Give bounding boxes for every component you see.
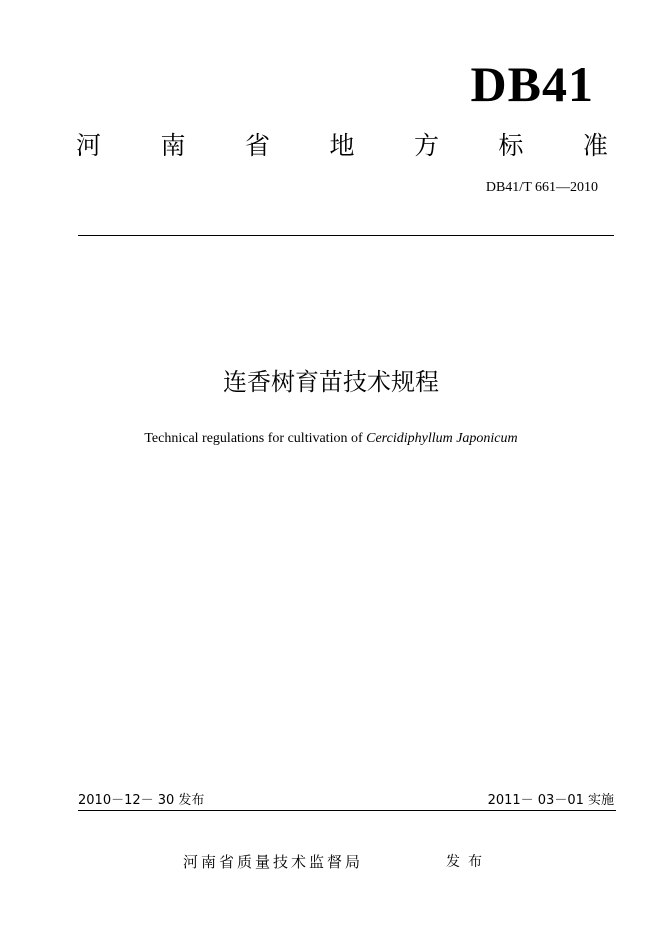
standard-number: DB41/T 661—2010 <box>485 180 598 195</box>
standard-category-title <box>76 126 608 166</box>
title-en-latin-name: Cercidiphyllum Japonicum <box>366 431 518 446</box>
document-title-en <box>0 430 662 448</box>
title-char: 准 <box>582 131 608 160</box>
title-char: 标 <box>498 131 524 160</box>
footer-divider <box>78 810 616 811</box>
document-title-cn: 连香树育苗技术规程 <box>223 368 439 396</box>
issuer-action: 发布 <box>446 854 490 870</box>
title-char: 省 <box>244 131 270 160</box>
issue-date: 2010－12－ 30 发布 <box>78 793 205 808</box>
title-char: 河 <box>76 131 102 160</box>
header-divider <box>78 235 614 236</box>
title-char: 方 <box>413 131 439 160</box>
title-char: 地 <box>329 131 355 160</box>
standard-code-mark: DB41 <box>470 56 594 112</box>
title-char: 南 <box>160 131 186 160</box>
title-en-prefix: Technical regulations for cultivation of <box>144 431 367 446</box>
implementation-date: 2011－ 03－01 实施 <box>487 793 614 808</box>
issuing-authority: 河南省质量技术监督局 <box>183 853 364 871</box>
